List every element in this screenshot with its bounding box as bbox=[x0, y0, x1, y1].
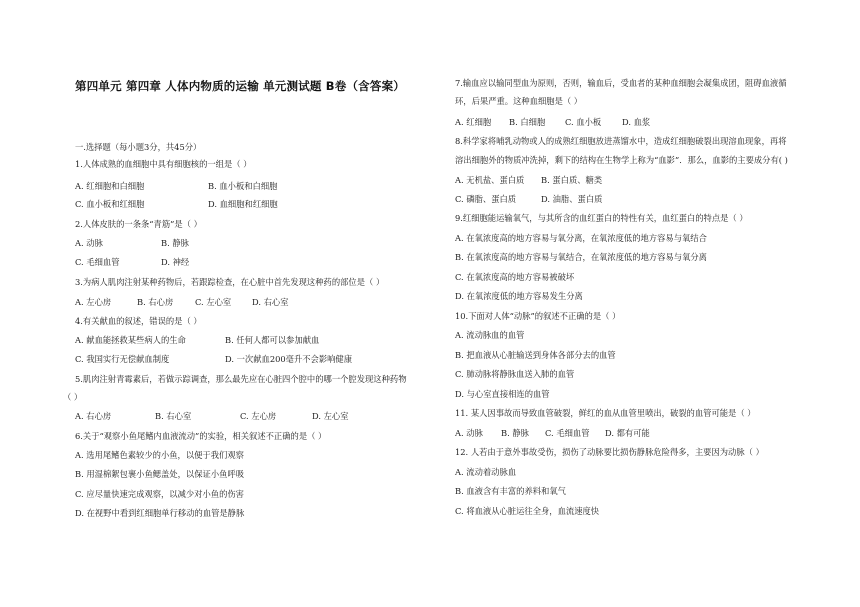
answer-option: C. 血小板 bbox=[565, 117, 602, 127]
answer-option: D. 神经 bbox=[161, 257, 190, 267]
answer-option: B. 血小板和白细胞 bbox=[208, 181, 278, 191]
answer-option: A. 动脉 bbox=[455, 428, 483, 438]
answer-option: A. 选用尾鳍色素较少的小鱼，以便于我们观察 bbox=[75, 450, 244, 460]
answer-option: C. 将血液从心脏运往全身，血流速度快 bbox=[455, 506, 600, 516]
question-stem: 3.为病人肌肉注射某种药物后，若跟踪检查，在心脏中首先发现这种药的部位是（ ） bbox=[75, 277, 385, 287]
answer-option: B. 血液含有丰富的养料和氧气 bbox=[455, 486, 566, 496]
answer-option: A. 红细胞 bbox=[455, 117, 492, 127]
question-stem: 4.有关献血的叙述，错误的是（ ） bbox=[75, 316, 202, 326]
question-stem: 12. 人若由于意外事故受伤，损伤了动脉要比损伤静脉危险得多，主要因为动脉（ ） bbox=[455, 447, 764, 457]
answer-option: A. 动脉 bbox=[75, 238, 103, 248]
answer-option: B. 把血液从心脏输送到身体各部分去的血管 bbox=[455, 350, 616, 360]
answer-option: D. 在氧浓度低的地方容易发生分离 bbox=[455, 291, 583, 301]
answer-option: A. 流动着动脉血 bbox=[455, 467, 517, 477]
question-stem-continued: 溶出细胞外的物质冲洗掉，剩下的结构在生物学上称为“血影”．那么，血影的主要成分有( ) bbox=[455, 155, 788, 165]
answer-option: C. 左心室 bbox=[195, 297, 232, 307]
answer-option: A. 无机盐、蛋白质 bbox=[455, 175, 525, 185]
answer-option: A. 流动脉血的血管 bbox=[455, 330, 525, 340]
answer-option: C. 应尽量快速完成观察，以减少对小鱼的伤害 bbox=[75, 489, 244, 499]
question-stem-continued: （ ） bbox=[63, 392, 83, 402]
answer-option: B. 白细胞 bbox=[509, 117, 546, 127]
answer-option: D. 右心室 bbox=[252, 297, 289, 307]
answer-option: D. 与心室直接相连的血管 bbox=[455, 389, 550, 399]
question-stem: 5.肌肉注射青霉素后，若做示踪调查，那么最先应在心脏四个腔中的哪一个腔发现这种药物 bbox=[75, 374, 407, 384]
answer-option: D. 在视野中看到红细胞单行移动的血管是静脉 bbox=[75, 508, 245, 518]
answer-option: C. 在氧浓度高的地方容易被破坏 bbox=[455, 272, 575, 282]
answer-option: D. 血浆 bbox=[622, 117, 651, 127]
answer-option: B. 右心房 bbox=[137, 297, 174, 307]
answer-option: A. 红细胞和白细胞 bbox=[75, 181, 145, 191]
document-title: 第四单元 第四章 人体内物质的运输 单元测试题 B卷（含答案） bbox=[75, 79, 405, 93]
question-stem: 7.输血应以输同型血为原则，否则，输血后，受血者的某种血细胞会凝集成团，阻碍血液循 bbox=[455, 78, 787, 88]
answer-option: A. 在氧浓度高的地方容易与氧分离，在氧浓度低的地方容易与氧结合 bbox=[455, 233, 707, 243]
answer-option: C. 肺动脉将静脉血送入肺的血管 bbox=[455, 369, 575, 379]
answer-option: A. 献血能拯救某些病人的生命 bbox=[75, 335, 186, 345]
answer-option: D. 都有可能 bbox=[605, 428, 650, 438]
answer-option: B. 蛋白质、糖类 bbox=[541, 175, 603, 185]
answer-option: B. 用湿棉絮包裹小鱼鳃盖处，以保证小鱼呼吸 bbox=[75, 469, 245, 479]
answer-option: C. 毛细血管 bbox=[545, 428, 590, 438]
question-stem-continued: 环，后果严重。这种血细胞是（ ） bbox=[455, 96, 583, 106]
question-stem: 6.关于“观察小鱼尾鳍内血液流动”的实验，相关叙述不正确的是（ ） bbox=[75, 431, 327, 441]
answer-option: B. 静脉 bbox=[501, 428, 529, 438]
question-stem: 1.人体成熟的血细胞中具有细胞核的一组是（ ） bbox=[75, 159, 252, 169]
question-stem: 9.红细胞能运输氧气，与其所含的血红蛋白的特性有关，血红蛋白的特点是（ ） bbox=[455, 213, 748, 223]
answer-option: B. 任何人都可以参加献血 bbox=[225, 335, 320, 345]
question-stem: 2.人体皮肤的一条条“青筋”是（ ） bbox=[75, 219, 202, 229]
question-stem: 8.科学家将哺乳动物或人的成熟红细胞放进蒸馏水中，造成红细胞破裂出现溶血现象，再将 bbox=[455, 136, 787, 146]
answer-option: C. 毛细血管 bbox=[75, 257, 120, 267]
answer-option: B. 右心室 bbox=[155, 411, 192, 421]
question-stem: 11. 某人因事故而导致血管破裂，鲜红的血从血管里喷出，破裂的血管可能是（ ） bbox=[455, 408, 756, 418]
answer-option: D. 油脂、蛋白质 bbox=[541, 194, 603, 204]
section-header: 一.选择题（每小题3分，共45分） bbox=[75, 142, 202, 152]
answer-option: D. 血细胞和红细胞 bbox=[208, 199, 278, 209]
answer-option: B. 静脉 bbox=[161, 238, 189, 248]
answer-option: C. 血小板和红细胞 bbox=[75, 199, 145, 209]
answer-option: A. 右心房 bbox=[75, 411, 112, 421]
answer-option: D. 一次献血200毫升不会影响健康 bbox=[225, 354, 353, 364]
question-stem: 10.下面对人体“动脉”的叙述不正确的是（ ） bbox=[455, 311, 621, 321]
answer-option: B. 在氧浓度高的地方容易与氧结合，在氧浓度低的地方容易与氧分离 bbox=[455, 252, 707, 262]
answer-option: D. 左心室 bbox=[312, 411, 349, 421]
answer-option: C. 左心房 bbox=[240, 411, 277, 421]
answer-option: A. 左心房 bbox=[75, 297, 112, 307]
answer-option: C. 我国实行无偿献血制度 bbox=[75, 354, 170, 364]
answer-option: C. 磷脂、蛋白质 bbox=[455, 194, 517, 204]
